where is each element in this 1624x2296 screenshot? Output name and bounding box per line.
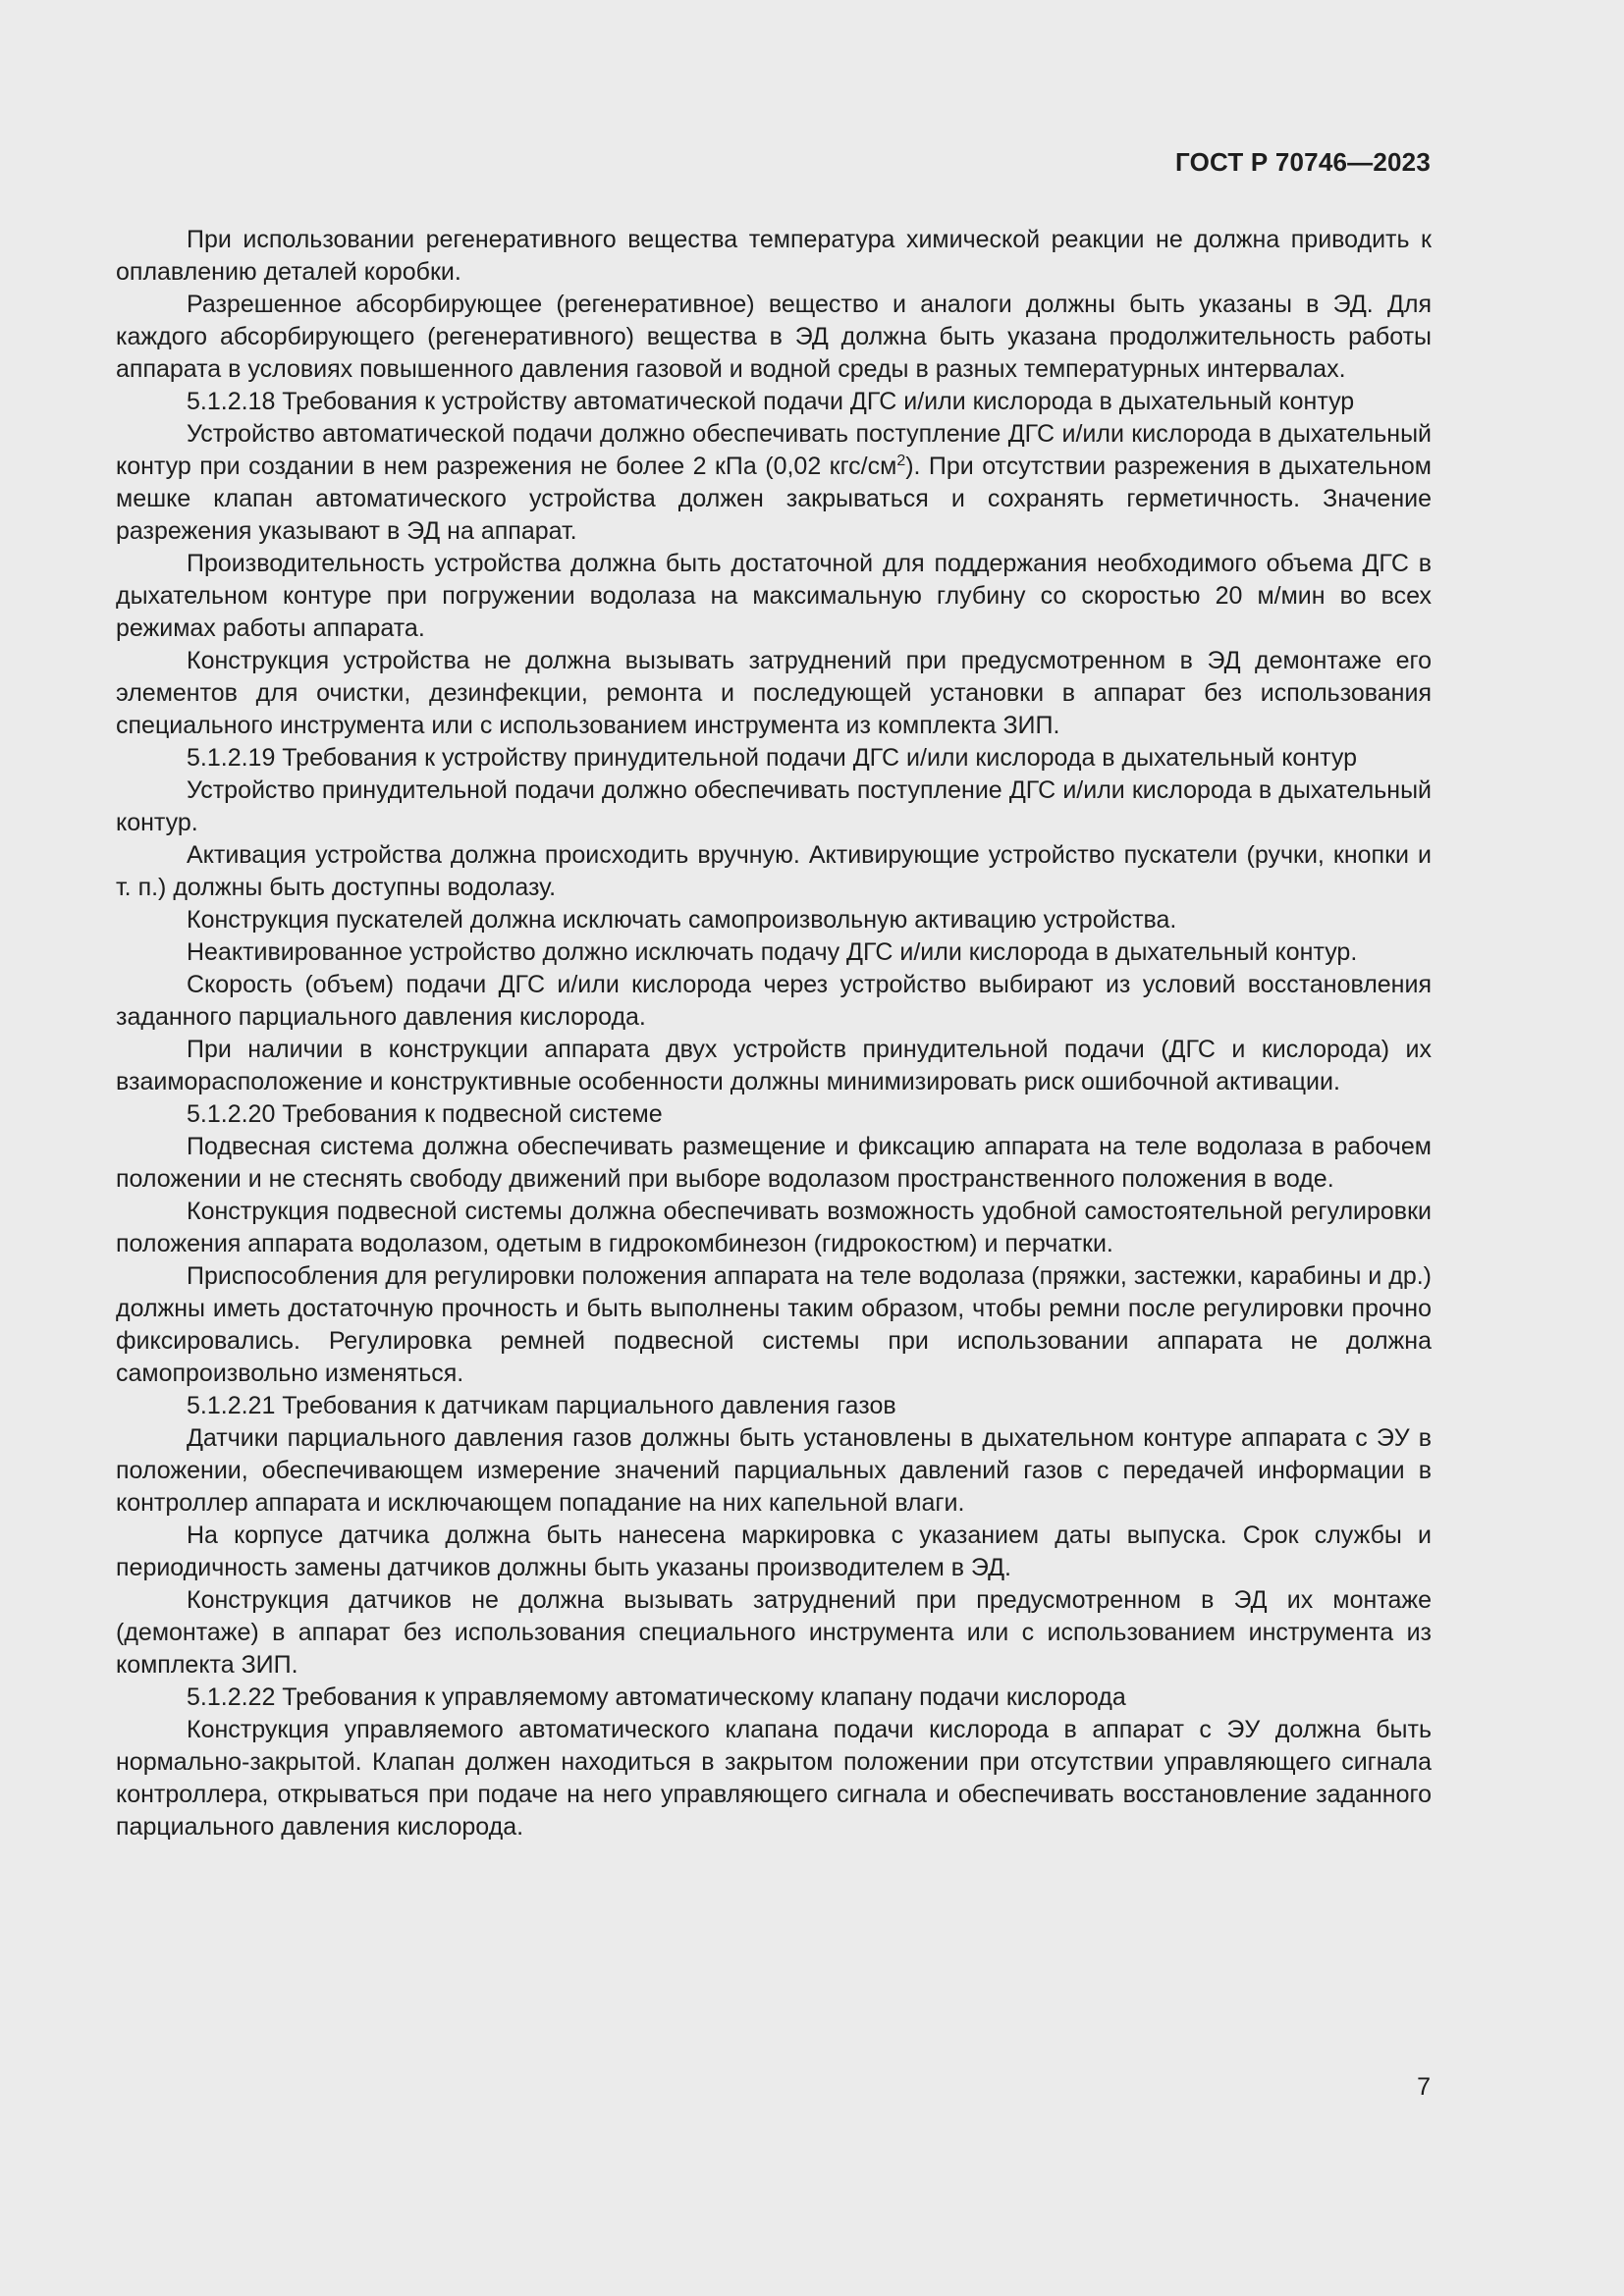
superscript: 2 (896, 453, 906, 469)
paragraph: Устройство принудительной подачи должно обеспечивать поступление ДГС и/или кислорода в дыхательный контур. (116, 776, 1432, 836)
paragraph: Датчики парциального давления газов должны быть установлены в дыхательном контуре аппарата с ЭУ в положении, обеспечивающем измерение значений парциальных давлений газов с передачей информации в контроллер аппарата и исключающем попадание на них капельной влаги. (116, 1424, 1432, 1517)
document-body (116, 224, 1432, 1843)
paragraph: Неактивированное устройство должно исключать подачу ДГС и/или кислорода в дыхательный контур. (187, 938, 1358, 966)
paragraph: Активация устройства должна происходить вручную. Активирующие устройство пускатели (ручки, кнопки и т. п.) должны быть доступны водолазу. (116, 841, 1432, 901)
section-heading: 5.1.2.18 Требования к устройству автоматической подачи ДГС и/или кислорода в дыхательный контур (187, 388, 1355, 415)
document-id-header: ГОСТ Р 70746—2023 (1175, 147, 1431, 177)
section-heading: 5.1.2.20 Требования к подвесной системе (187, 1100, 663, 1128)
paragraph-text: Устройство автоматической подачи должно обеспечивать поступление ДГС и/или кислорода в дыхательный контур при создании в нем разрежения не более 2 кПа (0,02 кгс/см (116, 420, 1432, 480)
paragraph: Конструкция управляемого автоматического клапана подачи кислорода в аппарат с ЭУ должна быть нормально-закрытой. Клапан должен находиться в закрытом положении при отсутствии управляющего сигнала контроллера, открываться при подаче на него управляющего сигнала и обеспечивать восстановление заданного парциального давления кислорода. (116, 1716, 1432, 1841)
paragraph: Скорость (объем) подачи ДГС и/или кислорода через устройство выбирают из условий восстановления заданного парциального давления кислорода. (116, 971, 1432, 1031)
section-heading: 5.1.2.22 Требования к управляемому автоматическому клапану подачи кислорода (187, 1683, 1126, 1711)
paragraph: Конструкция датчиков не должна вызывать затруднений при предусмотренном в ЭД их монтаже (демонтаже) в аппарат без использования специального инструмента или с использованием инструмента из комплекта ЗИП. (116, 1586, 1432, 1679)
paragraph: Подвесная система должна обеспечивать размещение и фиксацию аппарата на теле водолаза в рабочем положении и не стеснять свободу движений при выборе водолазом пространственного положения в воде. (116, 1133, 1432, 1193)
paragraph-text-continued: ). При отсутствии разрежения в дыхательном мешке клапан автоматического устройства должен закрываться и сохранять герметичность. Значение разрежения указывают в ЭД на аппарат. (116, 453, 1432, 545)
paragraph: Разрешенное абсорбирующее (регенеративное) вещество и аналоги должны быть указаны в ЭД. Для каждого абсорбирующего (регенеративного) вещества в ЭД должна быть указана продолжительность работы аппарата в условиях повышенного давления газовой и водной среды в разных температурных интервалах. (116, 291, 1432, 383)
paragraph: При наличии в конструкции аппарата двух устройств принудительной подачи (ДГС и кислорода) их взаиморасположение и конструктивные особенности должны минимизировать риск ошибочной активации. (116, 1036, 1432, 1095)
paragraph: Конструкция пускателей должна исключать самопроизвольную активацию устройства. (187, 906, 1177, 934)
paragraph: Производительность устройства должна быть достаточной для поддержания необходимого объема ДГС в дыхательном контуре при погружении водолаза на максимальную глубину со скоростью 20 м/мин во всех режимах работы аппарата. (116, 550, 1432, 642)
paragraph: На корпусе датчика должна быть нанесена маркировка с указанием даты выпуска. Срок службы и периодичность замены датчиков должны быть указаны производителем в ЭД. (116, 1522, 1432, 1581)
paragraph: Конструкция подвесной системы должна обеспечивать возможность удобной самостоятельной регулировки положения аппарата водолазом, одетым в гидрокомбинезон (гидрокостюм) и перчатки. (116, 1198, 1432, 1257)
section-heading: 5.1.2.21 Требования к датчикам парциального давления газов (187, 1392, 896, 1419)
section-heading: 5.1.2.19 Требования к устройству принудительной подачи ДГС и/или кислорода в дыхательный контур (187, 744, 1357, 772)
paragraph: При использовании регенеративного вещества температура химической реакции не должна приводить к оплавлению деталей коробки. (116, 226, 1432, 286)
page-number: 7 (1417, 2073, 1431, 2101)
paragraph: Приспособления для регулировки положения аппарата на теле водолаза (пряжки, застежки, карабины и др.) должны иметь достаточную прочность и быть выполнены таким образом, чтобы ремни после регулировки прочно фиксировались. Регулировка ремней подвесной системы при использовании аппарата не должна самопроизвольно изменяться. (116, 1262, 1432, 1387)
paragraph (116, 418, 1432, 548)
paragraph: Конструкция устройства не должна вызывать затруднений при предусмотренном в ЭД демонтаже его элементов для очистки, дезинфекции, ремонта и последующей установки в аппарат без использования специального инструмента или с использованием инструмента из комплекта ЗИП. (116, 647, 1432, 739)
